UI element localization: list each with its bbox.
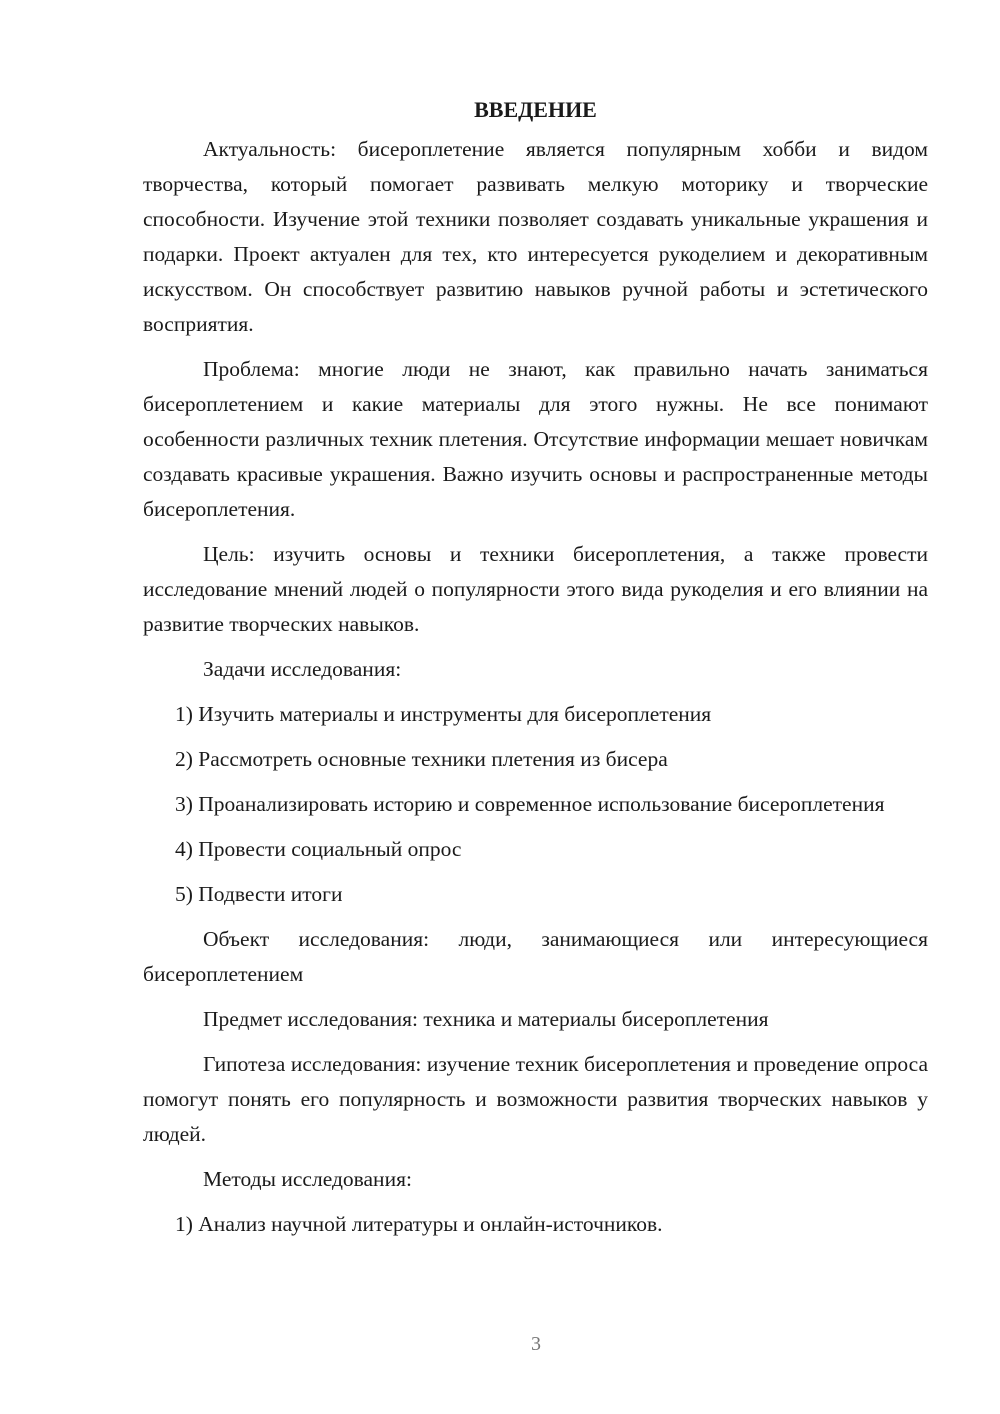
page-number: 3 bbox=[531, 1333, 541, 1355]
subject-paragraph: Предмет исследования: техника и материалы бисероплетения bbox=[203, 1007, 769, 1031]
tasks-heading: Задачи исследования: bbox=[203, 657, 402, 681]
hypothesis-paragraph: Гипотеза исследования: изучение техник бисероплетения и проведение опроса помогут понять его популярность и возможности развития творческих навыков у людей. bbox=[143, 1052, 928, 1146]
task-item-3: 3) Проанализировать историю и современное использование бисероплетения bbox=[175, 792, 885, 816]
object-paragraph: Объект исследования: люди, занимающиеся или интересующиеся бисероплетением bbox=[143, 927, 928, 986]
methods-heading: Методы исследования: bbox=[203, 1167, 412, 1191]
task-item-2: 2) Рассмотреть основные техники плетения из бисера bbox=[175, 747, 668, 771]
document-page bbox=[143, 92, 928, 1252]
method-item-1: 1) Анализ научной литературы и онлайн-источников. bbox=[175, 1212, 663, 1236]
page-title: ВВЕДЕНИЕ bbox=[474, 97, 597, 122]
problem-paragraph: Проблема: многие люди не знают, как правильно начать заниматься бисероплетением и какие материалы для этого нужны. Не все понимают особенности различных техник плетения. Отсутствие информации мешает новичкам создавать красивые украшения. Важно изучить основы и распространенные методы бисероплетения. bbox=[143, 357, 928, 521]
task-item-5: 5) Подвести итоги bbox=[175, 882, 343, 906]
task-item-1: 1) Изучить материалы и инструменты для бисероплетения bbox=[175, 702, 712, 726]
relevance-paragraph: Актуальность: бисероплетение является популярным хобби и видом творчества, который помогает развивать мелкую моторику и творческие способности. Изучение этой техники позволяет создавать уникальные украшения и подарки. Проект актуален для тех, кто интересуется рукоделием и декоративным искусством. Он способствует развитию навыков ручной работы и эстетического восприятия. bbox=[143, 137, 928, 336]
task-item-4: 4) Провести социальный опрос bbox=[175, 837, 462, 861]
goal-paragraph: Цель: изучить основы и техники бисероплетения, а также провести исследование мнений людей о популярности этого вида рукоделия и его влиянии на развитие творческих навыков. bbox=[143, 542, 928, 636]
